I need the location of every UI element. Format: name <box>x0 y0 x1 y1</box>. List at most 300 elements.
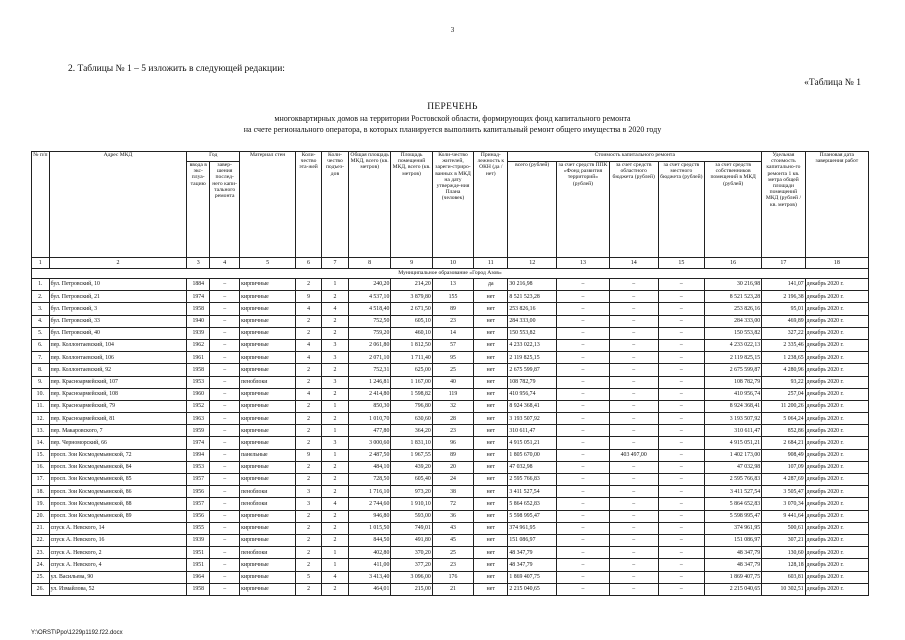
row-floors: 3 <box>296 498 322 510</box>
row-entrances: 2 <box>321 510 348 522</box>
header-okn: Принад-лежность к ОКН (да / нет) <box>474 152 508 258</box>
row-wall-material: пеноблоки <box>240 376 296 388</box>
table-row <box>32 461 869 473</box>
table-row <box>32 327 869 339</box>
row-year-commission: 1964 <box>187 571 210 583</box>
row-cost-owners: 48 347,79 <box>705 547 762 559</box>
column-number: 14 <box>609 258 658 269</box>
row-cost-regional: – <box>609 583 658 595</box>
row-entrances: 1 <box>321 400 348 412</box>
row-entrances: 2 <box>321 583 348 595</box>
row-total-area: 850,30 <box>348 400 390 412</box>
row-cost-total: 410 956,74 <box>508 388 557 400</box>
row-deadline: декабрь 2020 г. <box>805 437 868 449</box>
row-floors: 4 <box>296 352 322 364</box>
row-address: пер. Красноармейский, 81 <box>49 413 187 425</box>
row-year-commission: 1951 <box>187 559 210 571</box>
row-floors: 4 <box>296 303 322 315</box>
header-premises-area: Площадь помещений МКД, всего (кв. метров) <box>391 152 432 258</box>
row-year-commission: 1884 <box>187 279 210 291</box>
row-floors: 2 <box>296 583 322 595</box>
row-residents: 40 <box>432 376 473 388</box>
row-total-area: 3 000,60 <box>348 437 390 449</box>
row-cost-local: – <box>658 388 705 400</box>
row-cost-total: 2 215 040,65 <box>508 583 557 595</box>
row-year-last-repair: – <box>210 498 240 510</box>
row-cost-local: – <box>658 547 705 559</box>
row-unit-cost: 9 441,64 <box>762 510 806 522</box>
row-number: 7. <box>32 352 50 364</box>
row-number: 16. <box>32 461 50 473</box>
row-cost-fund: – <box>557 498 610 510</box>
row-premises-area: 605,10 <box>391 315 432 327</box>
row-number: 13. <box>32 425 50 437</box>
row-okn: нет <box>474 571 508 583</box>
row-okn: нет <box>474 400 508 412</box>
row-residents: 155 <box>432 291 473 303</box>
row-floors: 4 <box>296 339 322 351</box>
row-okn: нет <box>474 547 508 559</box>
row-cost-total: 2 595 766,83 <box>508 474 557 486</box>
row-year-commission: 1940 <box>187 315 210 327</box>
row-number: 11. <box>32 400 50 412</box>
row-address: просп. Зои Космодемьянской, 89 <box>49 510 187 522</box>
header-address: Адрес МКД <box>49 152 187 258</box>
row-total-area: 752,50 <box>348 315 390 327</box>
header-num: № п/п <box>32 152 50 258</box>
row-deadline: декабрь 2020 г. <box>805 400 868 412</box>
row-okn: нет <box>474 559 508 571</box>
row-cost-total: 8 521 523,28 <box>508 291 557 303</box>
row-total-area: 752,31 <box>348 364 390 376</box>
row-cost-regional: 403 497,00 <box>609 449 658 461</box>
row-year-commission: 1960 <box>187 388 210 400</box>
row-floors: 2 <box>296 425 322 437</box>
row-year-last-repair: – <box>210 461 240 473</box>
header-unit-cost: Удельная стоимость капитально-го ремонта 1 кв. метра общей площади помещений МКД (рублей / кв. метров) <box>762 152 806 258</box>
row-cost-local: – <box>658 413 705 425</box>
row-year-last-repair: – <box>210 315 240 327</box>
header-floors: Коли-чество эта-жей <box>296 152 322 258</box>
row-year-last-repair: – <box>210 559 240 571</box>
row-cost-regional: – <box>609 474 658 486</box>
row-cost-total: 48 347,79 <box>508 547 557 559</box>
row-deadline: декабрь 2020 г. <box>805 571 868 583</box>
row-cost-local: – <box>658 303 705 315</box>
row-cost-local: – <box>658 486 705 498</box>
row-address: просп. Зои Космодемьянской, 86 <box>49 486 187 498</box>
row-wall-material: кирпичные <box>240 571 296 583</box>
row-okn: нет <box>474 413 508 425</box>
row-cost-fund: – <box>557 534 610 546</box>
row-wall-material: кирпичные <box>240 327 296 339</box>
row-cost-local: – <box>658 327 705 339</box>
row-deadline: декабрь 2020 г. <box>805 449 868 461</box>
row-residents: 96 <box>432 437 473 449</box>
row-cost-fund: – <box>557 279 610 291</box>
row-address: пер. Черноморский, 66 <box>49 437 187 449</box>
row-deadline: декабрь 2020 г. <box>805 315 868 327</box>
table-row <box>32 449 869 461</box>
header-total-area: Общая площадь МКД, всего (кв. метров) <box>348 152 390 258</box>
row-number: 26. <box>32 583 50 595</box>
row-cost-total: 310 611,47 <box>508 425 557 437</box>
row-cost-fund: – <box>557 437 610 449</box>
row-cost-total: 2 119 825,15 <box>508 352 557 364</box>
header-cost-owners: за счет средств собственников помещений в МКД (рублей) <box>705 162 762 258</box>
row-number: 22. <box>32 534 50 546</box>
row-cost-total: 4 233 022,13 <box>508 339 557 351</box>
row-entrances: 2 <box>321 413 348 425</box>
row-year-commission: 1959 <box>187 425 210 437</box>
row-cost-regional: – <box>609 279 658 291</box>
header-cost-group: Стоимость капитального ремонта <box>508 152 762 162</box>
column-number: 12 <box>508 258 557 269</box>
row-cost-regional: – <box>609 522 658 534</box>
row-floors: 2 <box>296 522 322 534</box>
row-floors: 2 <box>296 413 322 425</box>
row-residents: 95 <box>432 352 473 364</box>
row-cost-owners: 1 402 173,00 <box>705 449 762 461</box>
row-residents: 43 <box>432 522 473 534</box>
row-number: 21. <box>32 522 50 534</box>
row-number: 23. <box>32 547 50 559</box>
table-row <box>32 339 869 351</box>
row-wall-material: кирпичные <box>240 364 296 376</box>
row-cost-owners: 47 032,98 <box>705 461 762 473</box>
table-row <box>32 376 869 388</box>
row-deadline: декабрь 2020 г. <box>805 461 868 473</box>
header-residents: Коли-чество жителей, зареги-стриро-ванных в МКД на дату утвержде-ния Плана (человек) <box>432 152 473 258</box>
row-year-commission: 1974 <box>187 437 210 449</box>
header-cost-local: за счет средств местного бюджета (рублей) <box>658 162 705 258</box>
row-floors: 2 <box>296 534 322 546</box>
row-unit-cost: 128,18 <box>762 559 806 571</box>
row-year-last-repair: – <box>210 339 240 351</box>
row-unit-cost: 257,04 <box>762 388 806 400</box>
row-address: просп. Зои Космодемьянской, 84 <box>49 461 187 473</box>
page-number: 3 <box>450 26 455 34</box>
row-cost-fund: – <box>557 571 610 583</box>
table-row <box>32 388 869 400</box>
row-unit-cost: 93,22 <box>762 376 806 388</box>
row-cost-regional: – <box>609 510 658 522</box>
row-address: спуск А. Невского, 16 <box>49 534 187 546</box>
table-row <box>32 352 869 364</box>
row-cost-local: – <box>658 571 705 583</box>
row-total-area: 2 061,80 <box>348 339 390 351</box>
row-premises-area: 630,60 <box>391 413 432 425</box>
row-cost-regional: – <box>609 571 658 583</box>
row-unit-cost: 141,07 <box>762 279 806 291</box>
table-row <box>32 583 869 595</box>
row-cost-fund: – <box>557 583 610 595</box>
row-deadline: декабрь 2020 г. <box>805 388 868 400</box>
row-cost-total: 1 805 670,00 <box>508 449 557 461</box>
row-okn: нет <box>474 510 508 522</box>
row-wall-material: кирпичные <box>240 534 296 546</box>
row-okn: нет <box>474 486 508 498</box>
row-residents: 38 <box>432 486 473 498</box>
row-unit-cost: 469,89 <box>762 315 806 327</box>
row-year-commission: 1956 <box>187 486 210 498</box>
row-total-area: 759,20 <box>348 327 390 339</box>
row-premises-area: 796,80 <box>391 400 432 412</box>
row-cost-owners: 3 193 507,92 <box>705 413 762 425</box>
row-number: 1. <box>32 279 50 291</box>
row-cost-fund: – <box>557 315 610 327</box>
row-deadline: декабрь 2020 г. <box>805 279 868 291</box>
row-wall-material: кирпичные <box>240 425 296 437</box>
row-total-area: 1 015,50 <box>348 522 390 534</box>
row-deadline: декабрь 2020 г. <box>805 534 868 546</box>
row-okn: нет <box>474 388 508 400</box>
header-cost-regional: за счет средств областного бюджета (рублей) <box>609 162 658 258</box>
row-wall-material: кирпичные <box>240 510 296 522</box>
row-okn: нет <box>474 449 508 461</box>
row-total-area: 1 716,10 <box>348 486 390 498</box>
row-number: 24. <box>32 559 50 571</box>
row-cost-total: 2 675 599,87 <box>508 364 557 376</box>
row-address: пер. Коллонтаевский, 106 <box>49 352 187 364</box>
row-cost-fund: – <box>557 291 610 303</box>
row-floors: 2 <box>296 327 322 339</box>
row-year-last-repair: – <box>210 534 240 546</box>
row-cost-total: 284 333,00 <box>508 315 557 327</box>
column-number: 2 <box>49 258 187 269</box>
row-okn: нет <box>474 522 508 534</box>
column-number: 9 <box>391 258 432 269</box>
row-cost-total: 108 782,79 <box>508 376 557 388</box>
row-number: 18. <box>32 486 50 498</box>
header-entrances: Коли-чество подъез-дов <box>321 152 348 258</box>
row-cost-local: – <box>658 425 705 437</box>
row-cost-regional: – <box>609 461 658 473</box>
row-year-last-repair: – <box>210 583 240 595</box>
row-cost-owners: 310 611,47 <box>705 425 762 437</box>
row-number: 19. <box>32 498 50 510</box>
row-year-commission: 1952 <box>187 400 210 412</box>
row-floors: 2 <box>296 510 322 522</box>
row-floors: 2 <box>296 364 322 376</box>
row-floors: 2 <box>296 437 322 449</box>
column-number: 16 <box>705 258 762 269</box>
row-floors: 2 <box>296 315 322 327</box>
row-unit-cost: 130,60 <box>762 547 806 559</box>
row-address: бул. Петровский, 21 <box>49 291 187 303</box>
row-entrances: 3 <box>321 437 348 449</box>
row-unit-cost: 2 684,21 <box>762 437 806 449</box>
row-unit-cost: 4 280,96 <box>762 364 806 376</box>
row-wall-material: кирпичные <box>240 303 296 315</box>
row-cost-regional: – <box>609 315 658 327</box>
row-wall-material: кирпичные <box>240 339 296 351</box>
row-premises-area: 1 167,00 <box>391 376 432 388</box>
row-cost-regional: – <box>609 339 658 351</box>
row-unit-cost: 603,81 <box>762 571 806 583</box>
row-address: пер. Коллонтаевский, 104 <box>49 339 187 351</box>
row-residents: 21 <box>432 583 473 595</box>
row-deadline: декабрь 2020 г. <box>805 303 868 315</box>
row-wall-material: кирпичные <box>240 474 296 486</box>
row-year-commission: 1939 <box>187 534 210 546</box>
row-cost-fund: – <box>557 364 610 376</box>
row-deadline: декабрь 2020 г. <box>805 291 868 303</box>
row-cost-owners: 284 333,00 <box>705 315 762 327</box>
row-year-last-repair: – <box>210 352 240 364</box>
row-cost-fund: – <box>557 376 610 388</box>
row-number: 3. <box>32 303 50 315</box>
title-line-1: многоквартирных домов на территории Ростовской области, формирующих фонд капитального ремонта <box>274 114 631 123</box>
row-okn: нет <box>474 376 508 388</box>
row-address: ул. Васильева, 90 <box>49 571 187 583</box>
row-cost-fund: – <box>557 339 610 351</box>
column-number: 8 <box>348 258 390 269</box>
row-cost-owners: 374 961,95 <box>705 522 762 534</box>
row-residents: 23 <box>432 315 473 327</box>
row-cost-local: – <box>658 498 705 510</box>
row-total-area: 2 744,60 <box>348 498 390 510</box>
row-cost-owners: 8 924 368,41 <box>705 400 762 412</box>
table-row <box>32 400 869 412</box>
row-unit-cost: 3 070,34 <box>762 498 806 510</box>
row-wall-material: кирпичные <box>240 352 296 364</box>
row-cost-local: – <box>658 352 705 364</box>
row-address: пер. Коллонтаевский, 92 <box>49 364 187 376</box>
row-address: пер. Макаровского, 7 <box>49 425 187 437</box>
row-cost-total: 3 193 507,92 <box>508 413 557 425</box>
row-okn: нет <box>474 327 508 339</box>
row-cost-regional: – <box>609 352 658 364</box>
row-year-commission: 1958 <box>187 583 210 595</box>
row-year-commission: 1951 <box>187 547 210 559</box>
row-address: пер. Красноармейский, 108 <box>49 388 187 400</box>
table-row <box>32 534 869 546</box>
row-cost-owners: 8 521 523,28 <box>705 291 762 303</box>
row-entrances: 4 <box>321 571 348 583</box>
row-deadline: декабрь 2020 г. <box>805 364 868 376</box>
row-okn: нет <box>474 303 508 315</box>
header-year-last-repair: завер-шения послед-него капи-тального ремонта <box>210 162 240 258</box>
row-cost-fund: – <box>557 510 610 522</box>
row-address: просп. Зои Космодемьянской, 88 <box>49 498 187 510</box>
row-number: 9. <box>32 376 50 388</box>
row-premises-area: 460,10 <box>391 327 432 339</box>
table-row <box>32 486 869 498</box>
row-residents: 23 <box>432 425 473 437</box>
column-number: 17 <box>762 258 806 269</box>
row-unit-cost: 5 064,24 <box>762 413 806 425</box>
table-row <box>32 571 869 583</box>
row-cost-regional: – <box>609 498 658 510</box>
row-cost-fund: – <box>557 474 610 486</box>
row-unit-cost: 95,01 <box>762 303 806 315</box>
row-deadline: декабрь 2020 г. <box>805 510 868 522</box>
row-cost-owners: 253 826,16 <box>705 303 762 315</box>
row-year-last-repair: – <box>210 510 240 522</box>
row-number: 15. <box>32 449 50 461</box>
row-cost-local: – <box>658 583 705 595</box>
municipality-name: Муниципальное образование «Город Азов» <box>32 269 869 279</box>
row-total-area: 240,20 <box>348 279 390 291</box>
row-cost-total: 253 826,16 <box>508 303 557 315</box>
row-wall-material: кирпичные <box>240 461 296 473</box>
row-floors: 5 <box>296 571 322 583</box>
row-residents: 176 <box>432 571 473 583</box>
row-year-last-repair: – <box>210 327 240 339</box>
row-cost-owners: 2 119 825,15 <box>705 352 762 364</box>
row-number: 8. <box>32 364 50 376</box>
title-line-2: на счете регионального оператора, в которых планируется выполнить капитальный ремонт общего имущества в 2020 году <box>243 125 662 134</box>
row-number: 4. <box>32 315 50 327</box>
row-cost-local: – <box>658 291 705 303</box>
row-cost-owners: 4 915 051,21 <box>705 437 762 449</box>
row-year-last-repair: – <box>210 291 240 303</box>
row-entrances: 4 <box>321 498 348 510</box>
column-number: 15 <box>658 258 705 269</box>
row-cost-local: – <box>658 376 705 388</box>
row-deadline: декабрь 2020 г. <box>805 327 868 339</box>
row-year-commission: 1994 <box>187 449 210 461</box>
row-number: 2. <box>32 291 50 303</box>
row-entrances: 2 <box>321 364 348 376</box>
row-total-area: 844,50 <box>348 534 390 546</box>
intro-text: 2. Таблицы № 1 – 5 изложить в следующей редакции: <box>68 64 285 74</box>
row-premises-area: 973,20 <box>391 486 432 498</box>
header-year-commission: ввода в экс-плуа-тацию <box>187 162 210 258</box>
column-number: 7 <box>321 258 348 269</box>
row-cost-total: 8 924 368,41 <box>508 400 557 412</box>
row-entrances: 2 <box>321 522 348 534</box>
row-year-commission: 1974 <box>187 291 210 303</box>
row-cost-local: – <box>658 522 705 534</box>
row-address: ул. Измайлова, 52 <box>49 583 187 595</box>
row-floors: 2 <box>296 547 322 559</box>
table-row <box>32 547 869 559</box>
row-year-commission: 1958 <box>187 303 210 315</box>
row-cost-owners: 4 233 022,13 <box>705 339 762 351</box>
row-cost-local: – <box>658 339 705 351</box>
row-total-area: 2 487,50 <box>348 449 390 461</box>
row-entrances: 3 <box>321 339 348 351</box>
row-total-area: 2 414,80 <box>348 388 390 400</box>
row-cost-fund: – <box>557 522 610 534</box>
row-total-area: 402,80 <box>348 547 390 559</box>
row-cost-local: – <box>658 461 705 473</box>
table-row <box>32 559 869 571</box>
row-cost-fund: – <box>557 388 610 400</box>
column-number: 6 <box>296 258 322 269</box>
row-okn: нет <box>474 339 508 351</box>
row-number: 5. <box>32 327 50 339</box>
row-deadline: декабрь 2020 г. <box>805 425 868 437</box>
row-cost-owners: 150 553,82 <box>705 327 762 339</box>
row-year-last-repair: – <box>210 474 240 486</box>
row-entrances: 1 <box>321 449 348 461</box>
row-year-last-repair: – <box>210 486 240 498</box>
row-okn: нет <box>474 534 508 546</box>
row-year-last-repair: – <box>210 449 240 461</box>
row-cost-local: – <box>658 559 705 571</box>
row-wall-material: кирпичные <box>240 413 296 425</box>
row-entrances: 2 <box>321 327 348 339</box>
row-cost-fund: – <box>557 486 610 498</box>
row-okn: нет <box>474 352 508 364</box>
row-cost-fund: – <box>557 449 610 461</box>
row-cost-total: 150 553,82 <box>508 327 557 339</box>
row-cost-regional: – <box>609 364 658 376</box>
row-total-area: 4 537,10 <box>348 291 390 303</box>
